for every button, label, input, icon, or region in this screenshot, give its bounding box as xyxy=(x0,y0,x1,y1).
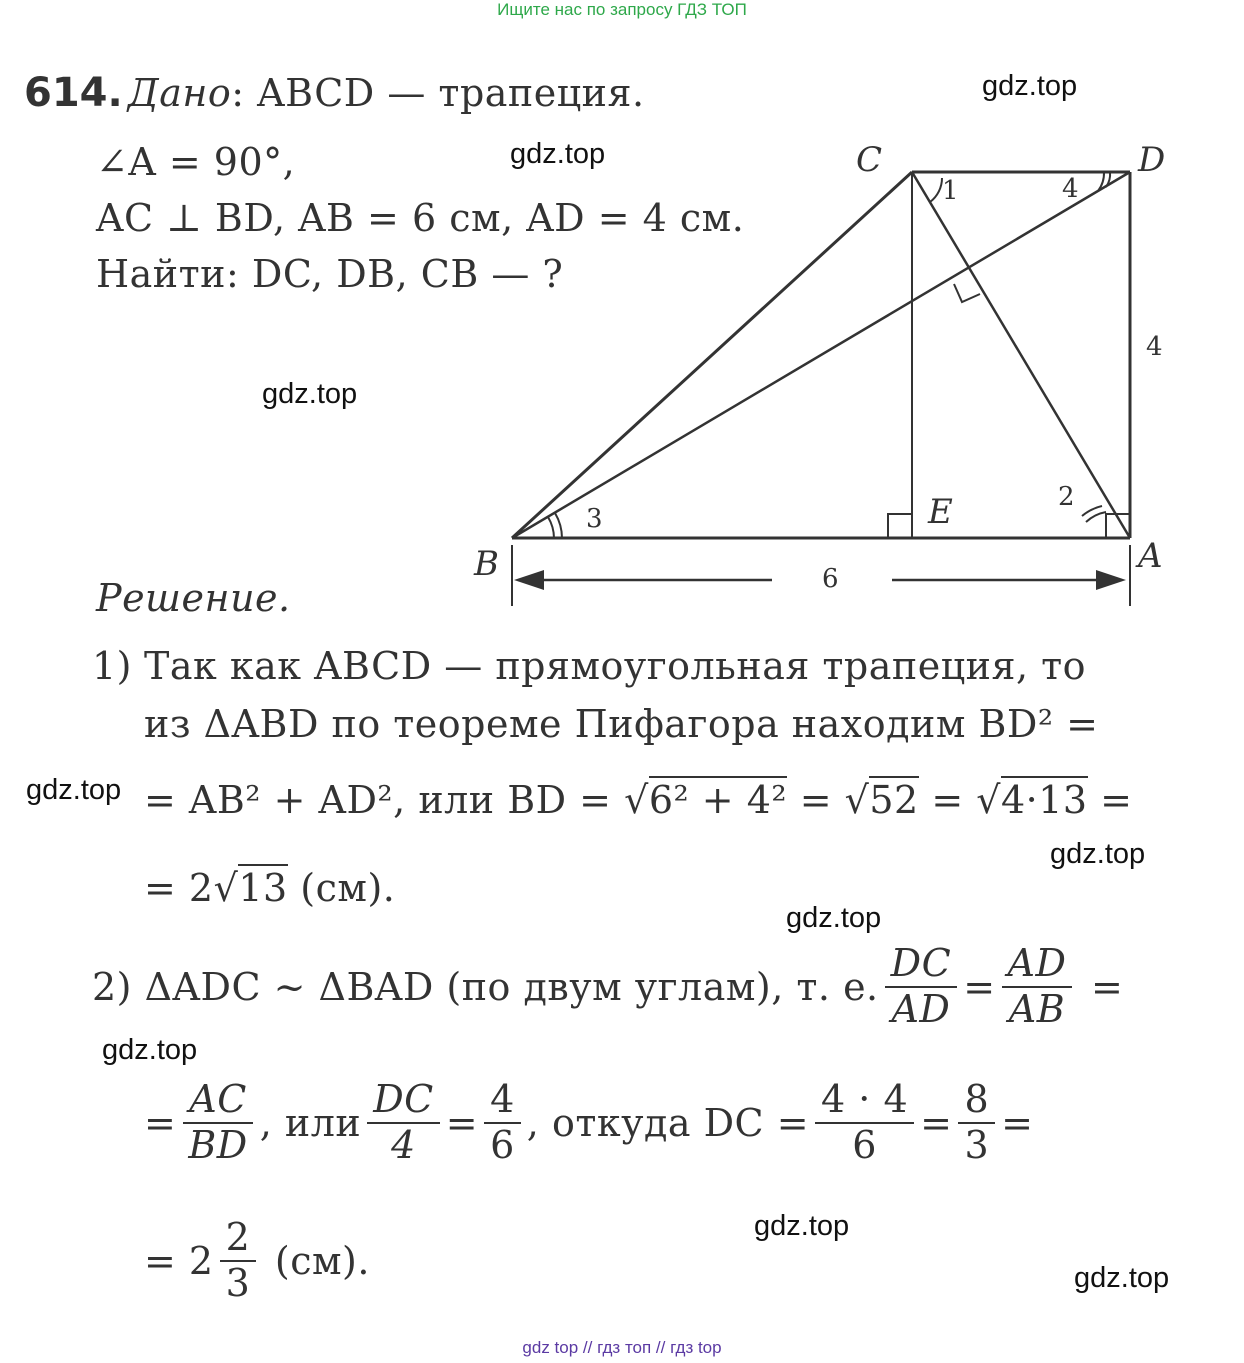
step1-number: 1) xyxy=(92,644,133,688)
side-ad-label: 4 xyxy=(1146,332,1163,362)
equals-sign: = xyxy=(1091,964,1124,1009)
equals-3: = xyxy=(1100,778,1133,822)
dimension-arrow-left xyxy=(514,570,544,590)
dimension-arrow-right xyxy=(1096,570,1126,590)
denominator: AB xyxy=(1008,986,1066,1031)
radicand-1: 6² + 4² xyxy=(648,778,788,822)
step2-text: ΔADC ~ ΔBAD (по двум углам), т. е. xyxy=(144,964,879,1009)
fraction-ac-bd xyxy=(182,1077,253,1167)
equals-sign: = xyxy=(445,1100,479,1145)
equals-1: = xyxy=(799,778,833,822)
label-d: D xyxy=(1138,140,1166,180)
radicand-2: 52 xyxy=(869,778,919,822)
angle-label-3: 3 xyxy=(586,504,603,534)
angle-arc-2b xyxy=(1086,512,1106,522)
angle-arc-3b xyxy=(555,513,562,538)
step1-line1: Так как ABCD — прямоугольная трапеция, то xyxy=(144,644,1087,688)
watermark: gdz.top xyxy=(754,1210,850,1242)
given-line1: : ABCD — трапеция. xyxy=(231,71,645,115)
denominator: 4 xyxy=(391,1122,416,1167)
equals-sign: = xyxy=(1001,1100,1034,1145)
step2-line3 xyxy=(144,1215,370,1305)
equals-sign: = xyxy=(963,964,996,1009)
diagonal-ca xyxy=(912,172,1130,538)
numerator: AD xyxy=(1002,944,1073,988)
numerator: DC xyxy=(885,944,958,988)
watermark: gdz.top xyxy=(1074,1262,1170,1294)
angle-arc-1 xyxy=(930,178,942,202)
numerator: DC xyxy=(367,1080,440,1124)
step1-line2: из ΔABD по теореме Пифагора находим BD² = xyxy=(144,702,1099,746)
step1-line3: = AB² + AD², или BD = √6² + 4² = √52 = √4·13 = xyxy=(144,778,1133,822)
trapezoid-figure xyxy=(0,0,1244,620)
step1-line4-suffix: (см). xyxy=(300,866,396,910)
solution-title: Решение. xyxy=(96,576,291,620)
denominator: 6 xyxy=(852,1122,877,1167)
step2-line1 xyxy=(92,941,1124,1031)
denominator: 3 xyxy=(225,1260,251,1305)
given-line2: ∠A = 90°, xyxy=(96,140,296,184)
fraction-4-6 xyxy=(484,1077,521,1167)
fraction-dc-4 xyxy=(367,1077,440,1167)
watermark: gdz.top xyxy=(982,70,1078,102)
watermark: gdz.top xyxy=(26,774,122,806)
watermark: gdz.top xyxy=(786,902,882,934)
equals-2: = xyxy=(931,778,964,822)
problem-number: 614. xyxy=(24,70,123,116)
or-text: , или xyxy=(259,1100,362,1145)
numerator: 2 xyxy=(220,1218,257,1262)
angle-label-1: 1 xyxy=(942,176,959,206)
step1-line4: = 2√13 (см). xyxy=(144,866,396,910)
step2-line2 xyxy=(144,1077,1034,1167)
step1-line3-text: = AB² + AD², или BD = xyxy=(144,778,612,822)
fraction-16-6 xyxy=(815,1077,914,1167)
top-banner[interactable]: Ищите нас по запросу ГДЗ ТОП xyxy=(497,0,747,19)
side-ab-label: 6 xyxy=(822,564,839,594)
numerator: 4 · 4 xyxy=(815,1080,914,1124)
fraction-8-3 xyxy=(958,1077,995,1167)
step1-line4-prefix: = 2 xyxy=(144,866,214,910)
step2-line3-prefix: = 2 xyxy=(144,1238,214,1283)
label-e: E xyxy=(928,492,953,532)
watermark: gdz.top xyxy=(262,378,358,410)
given-label: Дано xyxy=(127,71,232,115)
label-c: C xyxy=(856,140,883,180)
angle-label-4: 4 xyxy=(1062,174,1079,204)
label-b: B xyxy=(474,544,499,584)
numerator: 4 xyxy=(484,1080,521,1124)
denominator: 6 xyxy=(490,1122,515,1167)
angle-arc-3 xyxy=(548,517,554,538)
numerator: AC xyxy=(183,1080,253,1124)
equals-sign: = xyxy=(920,1100,953,1145)
given-line3: AC ⊥ BD, AB = 6 см, AD = 4 см. xyxy=(96,196,745,240)
step2-line3-suffix: (см). xyxy=(274,1238,370,1283)
angle-label-2: 2 xyxy=(1058,482,1075,512)
denominator: AD xyxy=(891,986,951,1031)
right-angle-intersection xyxy=(954,284,980,302)
denominator: BD xyxy=(188,1122,248,1167)
diagonal-bd xyxy=(512,172,1130,538)
radicand-4: 13 xyxy=(238,866,288,910)
step2-number: 2) xyxy=(92,964,133,1009)
side-bc xyxy=(512,172,912,538)
radicand-3: 4·13 xyxy=(1000,778,1088,822)
denominator: 3 xyxy=(964,1122,990,1167)
watermark: gdz.top xyxy=(102,1034,198,1066)
fraction-2-3 xyxy=(220,1215,257,1305)
fraction-dc-ad xyxy=(885,941,958,1031)
watermark: gdz.top xyxy=(510,138,606,170)
watermark: gdz.top xyxy=(1050,838,1146,870)
bottom-banner[interactable]: gdz top // гдз топ // гдз top xyxy=(522,1338,722,1357)
whence-text: , откуда DC = xyxy=(526,1100,810,1145)
fraction-ad-ab xyxy=(1002,941,1073,1031)
right-angle-e xyxy=(888,514,912,538)
numerator: 8 xyxy=(958,1080,995,1124)
label-a: A xyxy=(1138,536,1163,576)
find-line: Найти: DC, DB, CB — ? xyxy=(96,252,564,296)
equals-sign: = xyxy=(144,1100,177,1145)
